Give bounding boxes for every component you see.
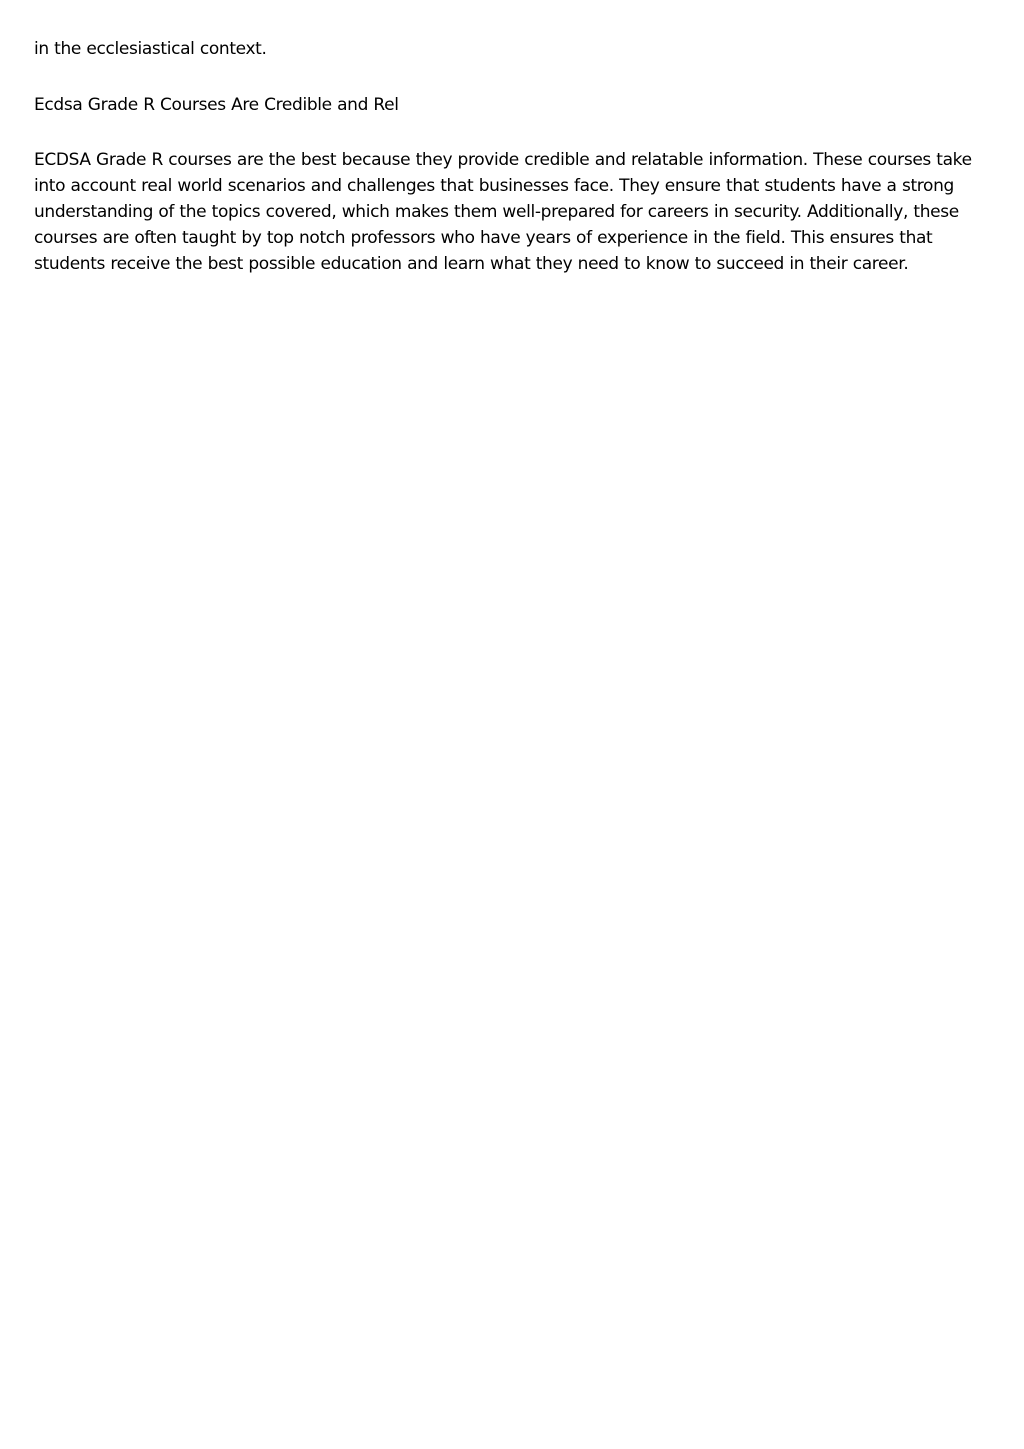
- section-heading: Ecdsa Grade R Courses Are Credible and Rel: [34, 95, 399, 115]
- continuation-text: in the ecclesiastical context.: [34, 39, 267, 59]
- document-content: [34, 36, 984, 277]
- body-paragraph: ECDSA Grade R courses are the best because they provide credible and relatable information. These courses take into account real world scenarios and challenges that businesses face. They ensure that students have a strong understanding of the topics covered, which makes them well-prepared for careers in security. Additionally, these courses are often taught by top notch professors who have years of experience in the field. This ensures that students receive the best possible education and learn what they need to know to succeed in their career.: [34, 150, 972, 274]
